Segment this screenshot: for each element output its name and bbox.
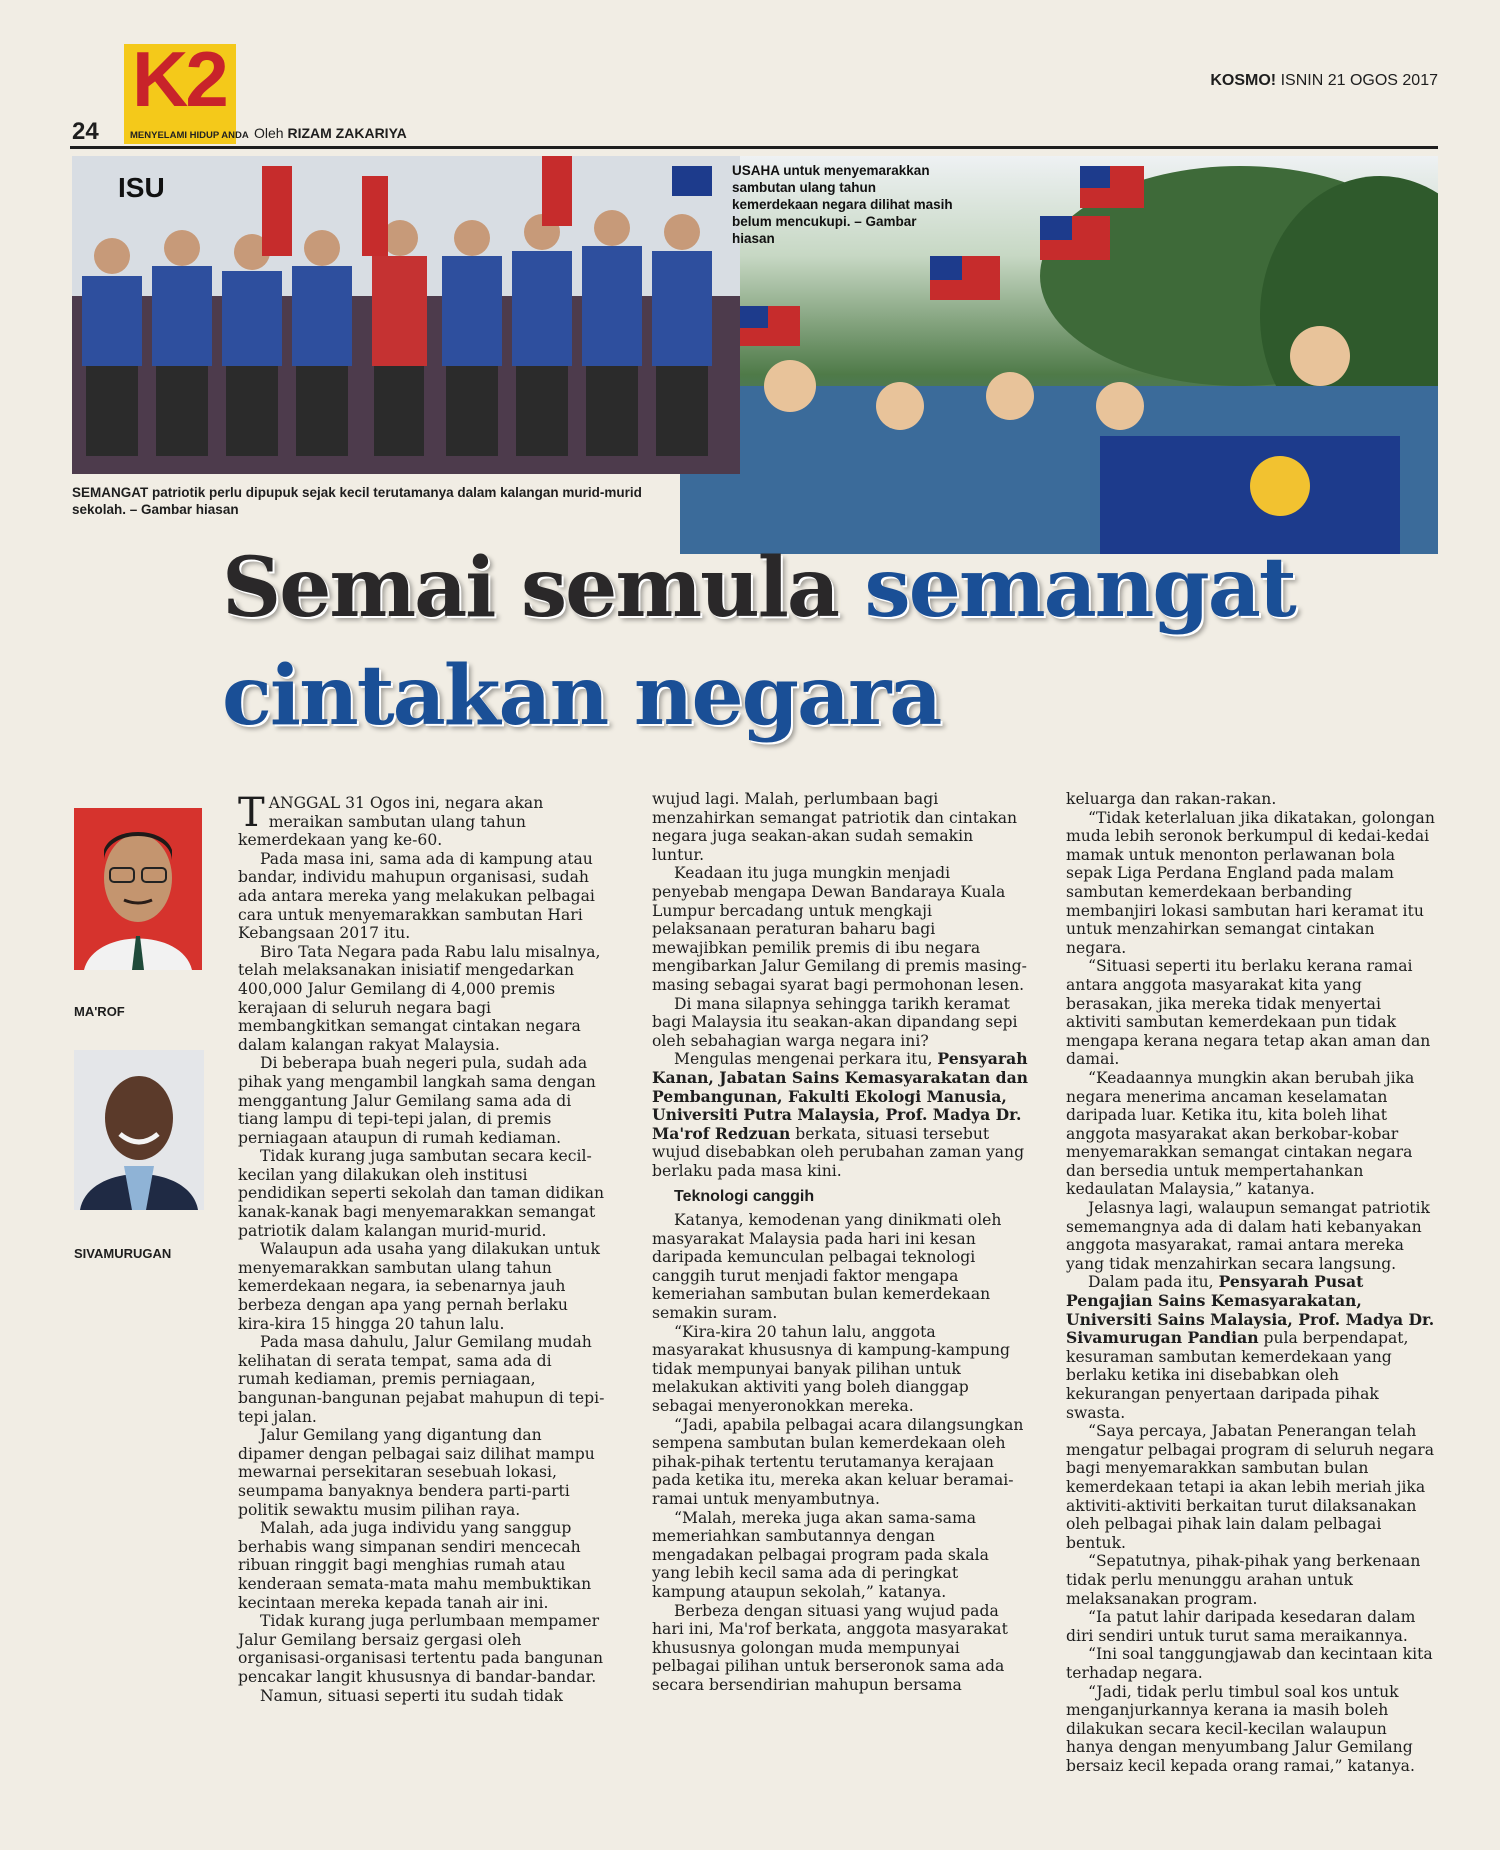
portrait-marof-illustration xyxy=(74,808,202,970)
paragraph: Tidak kurang juga sambutan secara kecil-kecilan yang dilakukan oleh institusi pendidikan seperti sekolah dan taman didikan kanak-kanak bagi menyemarakkan semangat patriotik dalam kalangan murid-murid. xyxy=(238,1147,605,1240)
masthead xyxy=(1210,72,1438,90)
paragraph: “Saya percaya, Jabatan Penerangan telah mengatur pelbagai program di seluruh negara bagi menyemarakkan sambutan bulan kemerdekaan tetapi ia akan lebih meriah jika aktiviti-aktiviti berkaitan turut dilaksanakan oleh pelbagai pihak lain dalam pelbagai bentuk. xyxy=(1066,1422,1435,1552)
paragraph: “Situasi seperti itu berlaku kerana ramai antara anggota masyarakat kita yang berasakan, jika mereka tidak menyertai aktiviti sambutan kemerdekaan pun tidak mengapa kerana negara tetap akan aman dan damai. xyxy=(1066,957,1431,1069)
expert-paragraph xyxy=(1066,1273,1438,1422)
portrait-siva-illustration xyxy=(74,1050,204,1210)
paragraph: “Ia patut lahir daripada kesedaran dalam diri sendiri untuk turut sama meraikannya. xyxy=(1066,1608,1416,1645)
article-column-1 xyxy=(238,790,608,1705)
section-label: ISU xyxy=(118,172,165,203)
photo-caption-right: USAHA untuk menyemarakkan sambutan ulang tahun kemerdekaan negara dilihat masih belum mencukupi. – Gambar hiasan xyxy=(732,163,953,246)
paragraph: Namun, situasi seperti itu sudah tidak xyxy=(260,1686,563,1705)
portrait-name-sivamurugan: SIVAMURUGAN xyxy=(74,1246,172,1261)
photo-left-illustration xyxy=(72,156,740,474)
expert-statement: berkata, situasi tersebut wujud disebabkan oleh perubahan zaman yang berlaku pada masa kini. xyxy=(652,1124,1025,1180)
photo-caption-left: SEMANGAT patriotik perlu dipupuk sejak kecil terutamanya dalam kalangan murid-murid sekolah. – Gambar hiasan xyxy=(72,485,642,517)
paragraph: “Jadi, apabila pelbagai acara dilangsungkan sempena sambutan bulan kemerdekaan oleh pihak-pihak tertentu terutamanya kerajaan pada ketika itu, mereka akan keluar beramai-ramai untuk menyambutnya. xyxy=(652,1415,1024,1508)
logo-tagline: MENYELAMI HIDUP ANDA xyxy=(130,130,249,141)
paragraph: Jelasnya lagi, walaupun semangat patriotik sememangnya ada di dalam hati kebanyakan anggota masyarakat, ramai antara mereka yang tidak menzahirkan secara langsung. xyxy=(1066,1199,1430,1273)
headline-line-1 xyxy=(222,540,1295,636)
paragraph: “Kira-kira 20 tahun lalu, anggota masyarakat khususnya di kampung-kampung tidak mempunyai banyak pilihan untuk melakukan aktiviti yang boleh dianggap sebagai menyeronokkan mereka. xyxy=(652,1322,1010,1415)
masthead-brand: KOSMO! xyxy=(1210,72,1277,89)
lead-text: ANGGAL 31 Ogos ini, negara akan meraikan sambutan ulang tahun kemerdekaan yang ke-60. xyxy=(238,794,544,850)
paragraph: Di beberapa buah negeri pula, sudah ada pihak yang mengambil langkah sama dengan menggantung Jalur Gemilang sama ada di tiang lampu di tepi-tepi jalan, di premis perniagaan ataupun di rumah kediaman. xyxy=(238,1054,596,1147)
paragraph: “Tidak keterlaluan jika dikatakan, golongan muda lebih seronok berkumpul di kedai-kedai mamak untuk menonton perlawanan bola sepak Liga Perdana England pada malam sambutan kemerdekaan berbanding membanjiri lokasi sambutan hari keramat itu untuk menzahirkan semangat cintakan negara. xyxy=(1066,808,1435,957)
byline-author: RIZAM ZAKARIYA xyxy=(287,125,407,141)
paragraph: Berbeza dengan situasi yang wujud pada hari ini, Ma'rof berkata, anggota masyarakat khususnya golongan muda mempunyai pelbagai pilihan untuk berseronok sama ada secara bersendirian mahupun bersama xyxy=(652,1601,1008,1694)
article-column-2 xyxy=(652,790,1030,1695)
paragraph: “Ini soal tanggungjawab dan kecintaan kita terhadap negara. xyxy=(1066,1645,1433,1682)
paragraph: “Sepatutnya, pihak-pihak yang berkenaan tidak perlu menunggu arahan untuk melaksanakan program. xyxy=(1066,1552,1421,1608)
expert-statement: pula berpendapat, kesuraman sambutan kemerdekaan yang berlaku ketika ini disebabkan oleh kekurangan penyertaan daripada pihak swasta. xyxy=(1066,1329,1409,1422)
paragraph: Biro Tata Negara pada Rabu lalu misalnya, telah melaksanakan inisiatif mengedarkan 400,000 Jalur Gemilang di 4,000 premis kerajaan di seluruh negara bagi membangkitkan semangat cintakan negara dalam kalangan rakyat Malaysia. xyxy=(238,942,601,1054)
expert-name: Pensyarah Pusat Pengajian Sains Kemasyarakatan, Universiti Sains Malaysia, Prof. Madya Dr. Sivamurugan Pandian xyxy=(1066,1272,1435,1348)
subheading: Teknologi canggih xyxy=(674,1188,815,1206)
byline xyxy=(254,125,407,141)
paragraph: Pada masa dahulu, Jalur Gemilang mudah kelihatan di serata tempat, sama ada di rumah kediaman, premis perniagaan, bangunan-bangunan pejabat mahupun di tepi-tepi jalan. xyxy=(238,1333,605,1426)
paragraph: keluarga dan rakan-rakan. xyxy=(1066,790,1277,808)
byline-prefix: Oleh xyxy=(254,125,284,141)
paragraph: Malah, ada juga individu yang sanggup berhabis wang simpanan sendiri mencecah ribuan ringgit bagi menghias rumah atau kenderaan semata-mata mahu membuktikan kecintaan mereka kepada tanah air ini. xyxy=(238,1519,592,1612)
photo-schoolchildren xyxy=(72,156,740,474)
paragraph: Walaupun ada usaha yang dilakukan untuk menyemarakkan sambutan ulang tahun kemerdekaan negara, ia sebenarnya jauh berbeza dengan apa yang pernah berlaku kira-kira 15 hingga 20 tahun lalu. xyxy=(238,1240,600,1333)
expert-paragraph xyxy=(652,1050,1030,1180)
k2-logo xyxy=(124,35,249,144)
page-number: 24 xyxy=(72,118,99,145)
paragraph: Jalur Gemilang yang digantung dan dipamer dengan pelbagai saiz dilihat mampu mewarnai persekitaran sesebuah lokasi, seumpama banyaknya bendera parti-parti politik sewaktu musim pilihan raya. xyxy=(238,1426,595,1519)
paragraph: Tidak kurang juga perlumbaan mempamer Jalur Gemilang bersaiz gergasi oleh organisasi-organisasi tertentu pada bangunan pencakar langit khususnya di bandar-bandar. xyxy=(238,1612,604,1686)
paragraph: Pada masa ini, sama ada di kampung atau bandar, individu mahupun organisasi, sudah ada antara mereka yang melakukan pelbagai cara untuk menyemarakkan sambutan Hari Kebangsaan 2017 itu. xyxy=(238,849,595,943)
article-lead-paragraph xyxy=(238,790,608,850)
paragraph: “Malah, mereka juga akan sama-sama memeriahkan sambutannya dengan mengadakan pelbagai program pada skala yang lebih kecil sama ada di peringkat kampung ataupun sekolah,” katanya. xyxy=(652,1508,989,1601)
article-column-3 xyxy=(1066,790,1438,1775)
drop-cap: T xyxy=(238,790,265,836)
paragraph: “Jadi, tidak perlu timbul soal kos untuk menganjurkannya kerana ia masih boleh dilakukan secara kecil-kecilan walaupun hanya dengan menyumbang Jalur Gemilang bersaiz kecil kepada orang ramai,” katanya. xyxy=(1066,1682,1415,1775)
paragraph: Katanya, kemodenan yang dinikmati oleh masyarakat Malaysia pada hari ini kesan daripada kemunculan pelbagai teknologi canggih turut menjadi faktor mengapa kemeriahan sambutan bulan kemerdekaan semakin suram. xyxy=(652,1211,1002,1323)
portrait-sivamurugan xyxy=(74,1050,204,1210)
portrait-marof xyxy=(74,808,202,970)
portrait-name-marof: MA'ROF xyxy=(74,1004,125,1019)
expert-intro: Mengulas mengenai perkara itu, xyxy=(674,1050,933,1069)
expert-intro: Dalam pada itu, xyxy=(1088,1273,1214,1292)
masthead-date: ISNIN 21 OGOS 2017 xyxy=(1280,72,1438,89)
headline-blue-part: semangat xyxy=(864,540,1295,636)
paragraph: Di mana silapnya sehingga tarikh keramat bagi Malaysia itu seakan-akan dipandang sepi oleh sebahagian warga negara ini? xyxy=(652,994,1018,1050)
paragraph: wujud lagi. Malah, perlumbaan bagi menzahirkan semangat patriotik dan cintakan negara juga seakan-akan sudah semakin luntur. xyxy=(652,790,1018,864)
paragraph: Keadaan itu juga mungkin menjadi penyebab mengapa Dewan Bandaraya Kuala Lumpur bercadang untuk mengkaji pelaksanaan peraturan baharu bagi mewajibkan pemilik premis di ibu negara mengibarkan Jalur Gemilang di premis masing-masing sebagai syarat bagi permohonan lesen. xyxy=(652,864,1027,994)
headline-dark-part: Semai semula xyxy=(222,540,838,636)
headline-line-2: cintakan negara xyxy=(222,648,941,744)
header-rule xyxy=(70,146,1438,149)
paragraph: “Keadaannya mungkin akan berubah jika negara menerima ancaman keselamatan daripada luar. Ketika itu, kita boleh lihat anggota masyarakat akan berkobar-kobar menyemarakkan semangat cintakan negara dan bersedia untuk mempertahankan kedaulatan Malaysia,” katanya. xyxy=(1066,1068,1415,1199)
k2-logo-text: K2 xyxy=(132,35,226,123)
expert-name: Pensyarah Kanan, Jabatan Sains Kemasyarakatan dan Pembangunan, Fakulti Ekologi Manusia, Universiti Putra Malaysia, Prof. Madya Dr. Ma'rof Redzuan xyxy=(652,1049,1029,1143)
